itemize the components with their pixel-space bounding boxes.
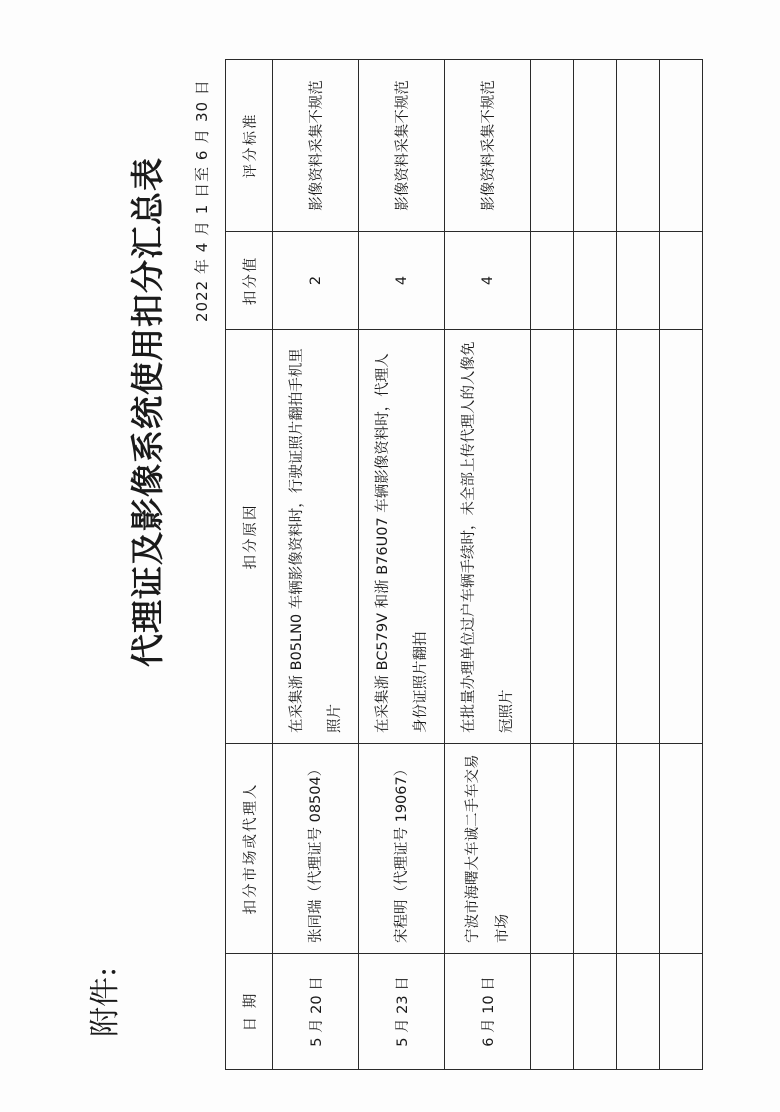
cell-agent: 张同瑞（代理证号 08504） — [273, 744, 359, 954]
table-row — [273, 60, 359, 1070]
empty-row — [531, 60, 574, 1070]
cell-points: 4 — [359, 232, 445, 330]
date-range: 2022 年 4 月 1 日至 6 月 30 日 — [193, 79, 211, 322]
empty-cell — [531, 60, 574, 232]
header-date: 日 期 — [226, 954, 273, 1070]
empty-cell — [617, 232, 660, 330]
empty-cell — [531, 330, 574, 744]
header-agent: 扣分市场或代理人 — [226, 744, 273, 954]
cell-reason: 在采集浙 B05LN0 车辆影像资料时，行驶证照片翻拍手机里照片 — [273, 330, 359, 744]
cell-agent: 宋程明（代理证号 19067） — [359, 744, 445, 954]
header-reason: 扣分原因 — [226, 330, 273, 744]
empty-cell — [617, 744, 660, 954]
header-points: 扣分值 — [226, 232, 273, 330]
cell-date: 6 月 10 日 — [445, 954, 531, 1070]
cell-agent: 宁波市海曙大车诚二手车交易市场 — [445, 744, 531, 954]
empty-row — [574, 60, 617, 1070]
empty-cell — [531, 232, 574, 330]
deduction-table — [225, 59, 703, 1070]
empty-cell — [531, 744, 574, 954]
table-header-row — [226, 60, 273, 1070]
cell-standard: 影像资料采集不规范 — [359, 60, 445, 232]
empty-cell — [660, 60, 703, 232]
cell-standard: 影像资料采集不规范 — [273, 60, 359, 232]
empty-cell — [531, 954, 574, 1070]
empty-cell — [617, 330, 660, 744]
cell-standard: 影像资料采集不规范 — [445, 60, 531, 232]
empty-cell — [660, 232, 703, 330]
empty-row — [660, 60, 703, 1070]
empty-cell — [660, 744, 703, 954]
empty-cell — [574, 330, 617, 744]
document-title: 代理证及影像系统使用扣分汇总表 — [128, 157, 167, 667]
empty-row — [617, 60, 660, 1070]
empty-cell — [660, 954, 703, 1070]
empty-cell — [574, 60, 617, 232]
empty-cell — [617, 60, 660, 232]
empty-cell — [574, 744, 617, 954]
table-row — [445, 60, 531, 1070]
empty-cell — [617, 954, 660, 1070]
cell-reason: 在批量办理单位过户车辆手续时，未全部上传代理人的人像免冠照片 — [445, 330, 531, 744]
cell-points: 2 — [273, 232, 359, 330]
empty-cell — [574, 232, 617, 330]
cell-date: 5 月 23 日 — [359, 954, 445, 1070]
attachment-label: 附件: — [88, 966, 123, 1037]
cell-points: 4 — [445, 232, 531, 330]
empty-cell — [574, 954, 617, 1070]
table-row — [359, 60, 445, 1070]
empty-cell — [660, 330, 703, 744]
header-standard: 评分标准 — [226, 60, 273, 232]
cell-reason: 在采集浙 BC579V 和浙 B76U07 车辆影像资料时，代理人身份证照片翻拍 — [359, 330, 445, 744]
cell-date: 5 月 20 日 — [273, 954, 359, 1070]
